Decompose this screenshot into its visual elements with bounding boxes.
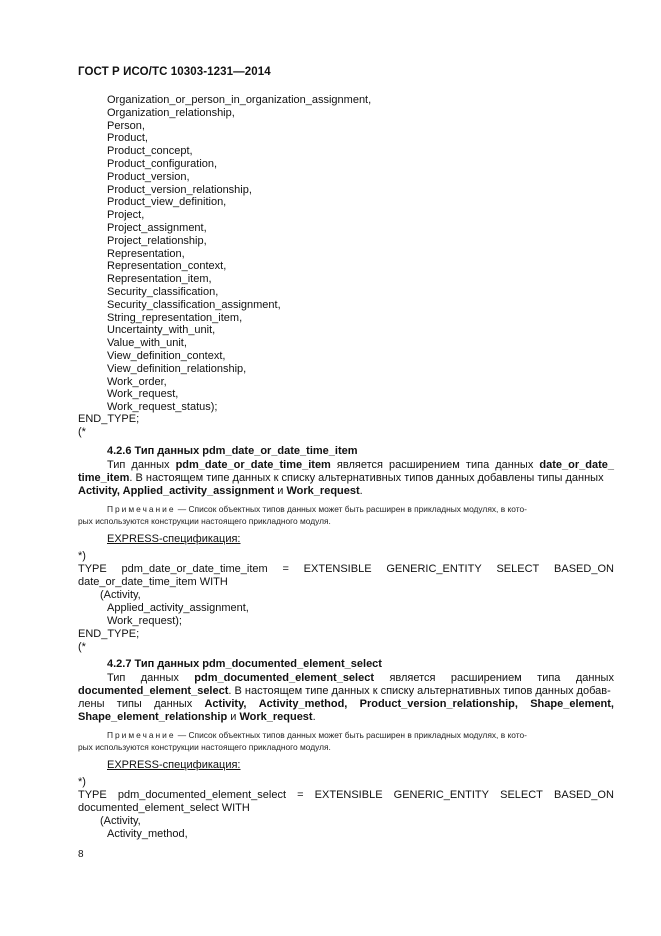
- code-token: BASED_ON: [554, 789, 614, 801]
- list-item: Organization_relationship,: [107, 106, 235, 119]
- word: расширением: [450, 672, 522, 684]
- paragraph-line: [78, 485, 363, 498]
- list-item: Organization_or_person_in_organization_assignment,: [107, 94, 372, 106]
- type-name: Activity, Applied_activity_assignment: [78, 485, 275, 497]
- code-line: *): [78, 776, 86, 788]
- list-item: Product_view_definition,: [107, 196, 227, 209]
- list-item: Project_assignment,: [107, 221, 207, 234]
- type-name: date_or_date_: [539, 459, 614, 471]
- document-header: ГОСТ Р ИСО/ТС 10303-1231—2014: [78, 66, 271, 78]
- word: данных: [575, 672, 614, 684]
- section-heading-4-2-7: 4.2.7 Тип данных pdm_documented_element_select: [107, 658, 382, 670]
- list-item: Uncertainty_with_unit,: [107, 324, 216, 337]
- code-token: GENERIC_ENTITY: [393, 789, 489, 801]
- code-token: BASED_ON: [554, 563, 614, 575]
- type-name: Activity,: [204, 698, 247, 710]
- note-text: — Список объектных типов данных может быть расширен в прикладных модулях, в кото-: [175, 730, 527, 740]
- text-span: и: [227, 711, 240, 723]
- list-item: Product_concept,: [107, 145, 193, 158]
- type-name: pdm_documented_element_select: [194, 672, 375, 684]
- list-item: Product_version,: [107, 170, 190, 183]
- list-item: Product_version_relationship,: [107, 183, 252, 196]
- text-span: .: [359, 485, 363, 497]
- paragraph-line: [78, 459, 614, 472]
- word: является: [389, 672, 436, 684]
- text-span: Тип данных: [107, 459, 176, 471]
- code-token: TYPE: [78, 789, 107, 801]
- type-name: Work_request: [239, 711, 313, 723]
- note-text: — Список объектных типов данных может быть расширен в прикладных модулях, в кото-: [175, 504, 527, 514]
- express-spec-label: EXPRESS-спецификация:: [107, 533, 241, 545]
- comment-open: (*: [78, 641, 86, 653]
- section-heading-4-2-6: 4.2.6 Тип данных pdm_date_or_date_time_item: [107, 445, 358, 457]
- paragraph-line: [78, 698, 614, 711]
- code-token: pdm_date_or_date_time_item: [121, 563, 268, 575]
- text-span: . В настоящем типе данных к списку альтернативных типов данных добавлены типы данных: [129, 472, 604, 484]
- code-token: TYPE: [78, 563, 107, 575]
- word: типа: [537, 672, 561, 684]
- list-item: Project,: [107, 209, 145, 222]
- list-item: Representation,: [107, 247, 185, 260]
- list-item: Representation_item,: [107, 273, 212, 286]
- word: лены: [78, 698, 105, 710]
- text-span: и: [274, 485, 287, 497]
- end-type: END_TYPE;: [78, 628, 140, 640]
- word: Тип: [107, 672, 126, 684]
- express-spec-label: EXPRESS-спецификация:: [107, 759, 241, 771]
- code-line: Applied_activity_assignment,: [107, 602, 249, 614]
- list-item: View_definition_relationship,: [107, 362, 247, 375]
- list-item: Work_order,: [107, 375, 167, 388]
- list-item: Value_with_unit,: [107, 337, 187, 350]
- paragraph-line: [78, 472, 604, 485]
- code-line-type: [78, 789, 614, 802]
- page-number: 8: [78, 849, 84, 860]
- code-line: Work_request);: [107, 615, 182, 627]
- note-line: [107, 729, 527, 741]
- code-line: (Activity,: [100, 589, 141, 601]
- code-token: pdm_documented_element_select: [117, 789, 287, 801]
- list-item: Project_relationship,: [107, 234, 207, 247]
- code-token: =: [297, 789, 304, 801]
- code-line: Activity_method,: [107, 828, 188, 840]
- code-token: SELECT: [500, 789, 543, 801]
- text-span: .: [312, 711, 316, 723]
- word: данных: [140, 672, 179, 684]
- note-line: рых используются конструкции настоящего прикладного модуля.: [78, 742, 331, 752]
- type-name: Shape_element,: [530, 698, 614, 710]
- word: данных: [154, 698, 193, 710]
- end-type: END_TYPE;: [78, 413, 140, 425]
- list-item: View_definition_context,: [107, 349, 226, 362]
- type-name: Work_request: [286, 485, 360, 497]
- list-item: Work_request,: [107, 388, 179, 401]
- code-token: EXTENSIBLE: [303, 563, 372, 575]
- list-item: Work_request_status);: [107, 401, 218, 414]
- word: типы: [116, 698, 142, 710]
- type-name: Shape_element_relationship: [78, 711, 228, 723]
- type-name: Product_version_relationship,: [359, 698, 518, 710]
- list-item: Product,: [107, 132, 148, 145]
- code-token: GENERIC_ENTITY: [386, 563, 482, 575]
- note-label: Примечание: [107, 504, 176, 514]
- list-item: Representation_context,: [107, 260, 227, 273]
- code-line: *): [78, 550, 86, 562]
- type-name: pdm_date_or_date_time_item: [175, 459, 331, 471]
- paragraph-line: [78, 711, 316, 724]
- code-line: (Activity,: [100, 815, 141, 827]
- note-line: [107, 503, 527, 515]
- type-name: documented_element_select: [78, 685, 229, 697]
- type-name: Activity_method,: [258, 698, 348, 710]
- paragraph-line: [78, 685, 611, 698]
- code-token: EXTENSIBLE: [314, 789, 383, 801]
- code-token: SELECT: [496, 563, 540, 575]
- paragraph-line: [107, 672, 614, 685]
- code-token: =: [282, 563, 289, 575]
- code-line-type: [78, 563, 614, 576]
- text-span: . В настоящем типе данных к списку альтернативных типов данных добав-: [228, 685, 611, 697]
- list-item: String_representation_item,: [107, 311, 243, 324]
- note-label: Примечание: [107, 730, 176, 740]
- code-line: documented_element_select WITH: [78, 802, 250, 814]
- type-name: time_item: [78, 472, 130, 484]
- text-span: является расширением типа данных: [330, 459, 540, 471]
- list-item: Person,: [107, 119, 145, 132]
- select-type-list: [107, 94, 371, 414]
- comment-open: (*: [78, 426, 86, 438]
- note-line: рых используются конструкции настоящего прикладного модуля.: [78, 516, 331, 526]
- list-item: Product_configuration,: [107, 157, 218, 170]
- list-item: Security_classification_assignment,: [107, 298, 281, 311]
- list-item: Security_classification,: [107, 285, 219, 298]
- code-line: date_or_date_time_item WITH: [78, 576, 228, 588]
